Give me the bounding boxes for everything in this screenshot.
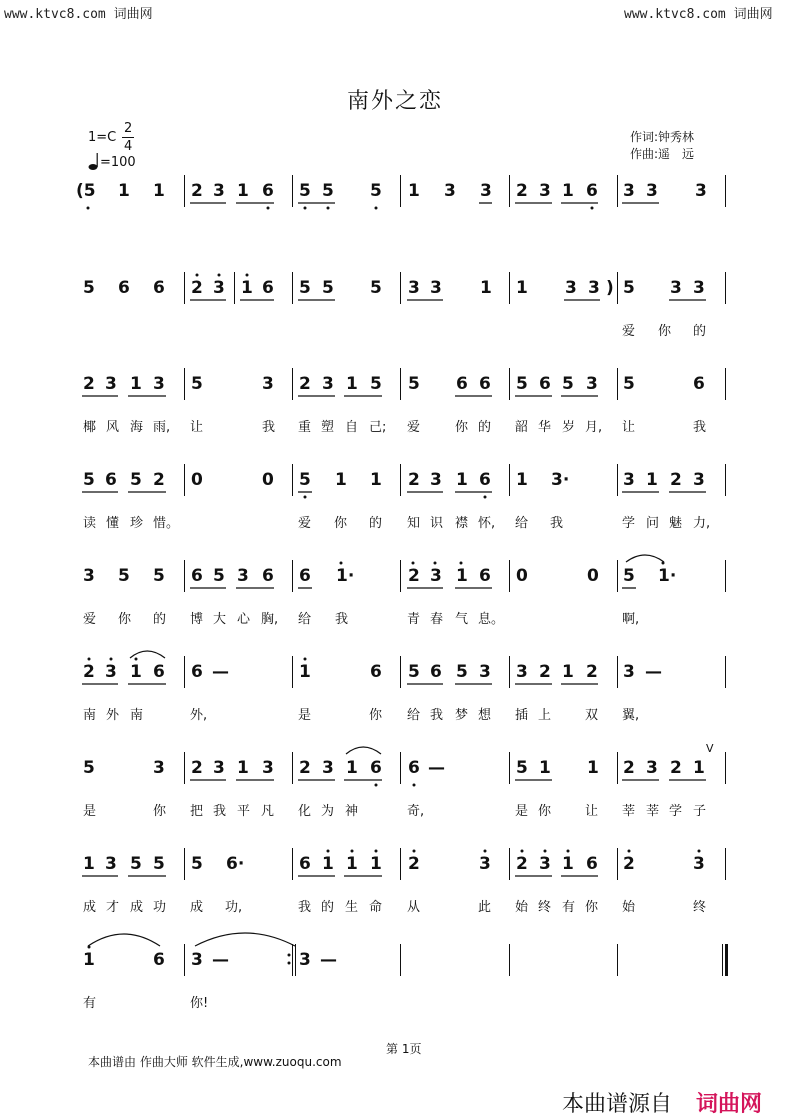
note: 1 — [456, 566, 468, 586]
note: 3 — [479, 854, 491, 874]
lyric: 南 — [130, 708, 144, 723]
note: 1 — [516, 470, 528, 490]
lyric: 你! — [190, 996, 209, 1011]
generated-by: 本曲谱由 作曲大师 软件生成,www.zuoqu.com — [88, 1055, 342, 1069]
note: 1 — [370, 854, 382, 874]
key-signature: 1=C — [88, 130, 117, 145]
note: 6 — [539, 374, 551, 394]
lyric: 爱 — [622, 324, 636, 339]
note: 5 — [83, 278, 95, 298]
note: 3 — [299, 950, 311, 970]
underlines-dots — [0, 278, 790, 318]
note: 5 — [370, 278, 382, 298]
lyric: 你 — [585, 900, 599, 915]
note: 2 — [83, 374, 95, 394]
lyric: 终 — [538, 900, 552, 915]
note: 5 — [191, 374, 203, 394]
lyric: 为 — [321, 804, 335, 819]
lyric: 襟 — [455, 516, 469, 531]
note: 1 — [118, 181, 130, 201]
note: 3 — [565, 278, 577, 298]
lyric: 成 — [83, 900, 97, 915]
lyric: 青 — [407, 612, 421, 627]
note: 3 — [262, 758, 274, 778]
note: 6 — [262, 278, 274, 298]
lyric: 塑 — [321, 420, 335, 435]
note: 5 — [83, 470, 95, 490]
note: 3 — [105, 374, 117, 394]
note: 3 — [693, 278, 705, 298]
note: 3 — [693, 470, 705, 490]
lyric: 读 — [83, 516, 97, 531]
note: 5 — [623, 278, 635, 298]
note: 2 — [586, 662, 598, 682]
lyric: 懂 — [106, 516, 120, 531]
lyric: 始 — [515, 900, 529, 915]
note: 6 — [586, 854, 598, 874]
note: 1 — [322, 854, 334, 874]
lyric: 上 — [538, 708, 552, 723]
note: 1 — [130, 662, 142, 682]
note: 5 — [213, 566, 225, 586]
note: — — [212, 662, 229, 682]
lyric: 珍 — [130, 516, 144, 531]
note: 0 — [587, 566, 599, 586]
lyric: 才 — [106, 900, 120, 915]
lyric: 我 — [213, 804, 227, 819]
note: 5 — [322, 278, 334, 298]
lyric: 我 — [430, 708, 444, 723]
lyric: 翼, — [622, 708, 640, 723]
note: 5 — [130, 470, 142, 490]
note: 6 — [479, 566, 491, 586]
lyric: 南 — [83, 708, 97, 723]
note: 1 — [693, 758, 705, 778]
watermark-left: www.ktvc8.com 词曲网 — [4, 7, 153, 22]
tempo: =100 — [100, 155, 136, 170]
lyric: 插 — [515, 708, 529, 723]
note: 2 — [299, 374, 311, 394]
lyric: 啊, — [622, 612, 640, 627]
lyric: 子 — [693, 804, 707, 819]
slurs-dots — [0, 950, 790, 990]
note: 1 — [480, 278, 492, 298]
note: 3 — [322, 758, 334, 778]
lyric: 有 — [562, 900, 576, 915]
lyric: 是 — [83, 804, 97, 819]
note: 2 — [153, 470, 165, 490]
lyric: 给 — [407, 708, 421, 723]
note: 0 — [262, 470, 274, 490]
lyric: 气 — [455, 612, 469, 627]
note: 3 — [153, 758, 165, 778]
lyric: 给 — [515, 516, 529, 531]
lyric: 我 — [550, 516, 564, 531]
lyric: 外, — [190, 708, 208, 723]
lyric: 心 — [237, 612, 251, 627]
lyric: 想 — [478, 708, 492, 723]
underlines-dots-slur — [0, 566, 790, 606]
note: 2 — [516, 854, 528, 874]
note: 3 — [430, 278, 442, 298]
note: 1 — [562, 181, 574, 201]
time-signature-bottom: 4 — [124, 139, 133, 154]
lyric: 己; — [369, 420, 387, 435]
note: 5 — [370, 181, 382, 201]
note: 6 — [586, 181, 598, 201]
note: 6 — [299, 854, 311, 874]
note: 3 — [586, 374, 598, 394]
note: 1 — [130, 374, 142, 394]
lyric: 风 — [106, 420, 120, 435]
note: 1 — [562, 854, 574, 874]
note: 6 — [191, 662, 203, 682]
note: 1 — [83, 854, 95, 874]
note: 6 — [262, 181, 274, 201]
note: 2 — [191, 278, 203, 298]
note: — — [428, 758, 445, 778]
note: 1 — [346, 374, 358, 394]
note: 6 — [693, 374, 705, 394]
note: 1 — [299, 662, 311, 682]
note: 3 — [516, 662, 528, 682]
note: 1 — [346, 758, 358, 778]
lyric: 神 — [345, 804, 359, 819]
lyric: 让 — [190, 420, 204, 435]
lyric: 博 — [190, 612, 204, 627]
note: ) — [606, 278, 614, 298]
note: 5 — [623, 374, 635, 394]
lyricist: 作词:钟秀林 — [630, 130, 695, 144]
note: 5 — [322, 181, 334, 201]
time-signature-top: 2 — [124, 121, 133, 136]
note: 6 — [370, 758, 382, 778]
note: 1 — [539, 758, 551, 778]
note: 3 — [322, 374, 334, 394]
lyric: 你 — [334, 516, 348, 531]
source-label: 本曲谱源自 — [562, 1092, 673, 1117]
lyric: 爱 — [298, 516, 312, 531]
watermark-right: www.ktvc8.com 词曲网 — [624, 7, 773, 22]
lyric: 让 — [585, 804, 599, 819]
note: 5 — [153, 566, 165, 586]
note: 3 — [695, 181, 707, 201]
note: 2 — [623, 758, 635, 778]
lyric: 雨, — [153, 420, 171, 435]
note: 3 — [83, 566, 95, 586]
note: 5 — [83, 758, 95, 778]
note: 3 — [623, 470, 635, 490]
note: 5 — [130, 854, 142, 874]
note: 3· — [551, 470, 570, 490]
lyric: 爱 — [407, 420, 421, 435]
note: 1 — [83, 950, 95, 970]
lyric: 自 — [345, 420, 359, 435]
lyric: 你 — [369, 708, 383, 723]
lyric: 你 — [455, 420, 469, 435]
note: 6 — [262, 566, 274, 586]
note: 5 — [562, 374, 574, 394]
lyric: 学 — [669, 804, 683, 819]
note: 1 — [408, 181, 420, 201]
note: 3 — [153, 374, 165, 394]
note: 1 — [456, 470, 468, 490]
note: 3 — [539, 854, 551, 874]
lyric: 双 — [585, 708, 599, 723]
lyric: 生 — [345, 900, 359, 915]
note: (5 — [76, 181, 96, 201]
note: 2 — [408, 566, 420, 586]
note: 2 — [516, 181, 528, 201]
lyric: 梦 — [455, 708, 469, 723]
note: 1 — [237, 758, 249, 778]
lyric: 爱 — [83, 612, 97, 627]
quarter-note-icon — [88, 153, 100, 175]
note: 0 — [191, 470, 203, 490]
note: 1 — [516, 278, 528, 298]
note: 1· — [336, 566, 355, 586]
note: 5 — [299, 181, 311, 201]
page-number: 第 1页 — [386, 1042, 422, 1056]
underlines-dots — [0, 470, 790, 510]
note: 0 — [516, 566, 528, 586]
note: 5 — [118, 566, 130, 586]
lyric: 我 — [298, 900, 312, 915]
note: — — [645, 662, 662, 682]
note: 2 — [408, 854, 420, 874]
lyric: 的 — [693, 324, 707, 339]
lyric: 从 — [407, 900, 421, 915]
note: 1· — [658, 566, 677, 586]
lyric: 怀, — [478, 516, 496, 531]
lyric: 力, — [693, 516, 711, 531]
note: — — [212, 950, 229, 970]
note: 2 — [623, 854, 635, 874]
lyric: 让 — [622, 420, 636, 435]
note: 1 — [241, 278, 253, 298]
note: 5 — [191, 854, 203, 874]
lyric: 魅 — [669, 516, 683, 531]
lyric: 问 — [646, 516, 660, 531]
note: 6 — [191, 566, 203, 586]
note: 5 — [299, 278, 311, 298]
lyric: 韶 — [515, 420, 529, 435]
lyric: 我 — [335, 612, 349, 627]
song-title: 南外之恋 — [346, 89, 443, 114]
lyric: 我 — [262, 420, 276, 435]
lyric: 岁 — [562, 420, 576, 435]
lyric: 春 — [430, 612, 444, 627]
lyric: 学 — [622, 516, 636, 531]
note: 6 — [153, 950, 165, 970]
lyric: 外 — [106, 708, 120, 723]
note: 2 — [539, 662, 551, 682]
lyric: 惜。 — [153, 516, 180, 531]
note: 5 — [153, 854, 165, 874]
lyric: 功 — [153, 900, 167, 915]
source-site-link[interactable]: 词曲网 — [696, 1092, 763, 1117]
underlines-dots — [0, 181, 790, 221]
note: 3 — [430, 566, 442, 586]
note: 5 — [408, 374, 420, 394]
underlines-dots — [0, 854, 790, 894]
lyric: 的 — [153, 612, 167, 627]
lyric: 成 — [190, 900, 204, 915]
note: 2 — [191, 181, 203, 201]
note: 6 — [408, 758, 420, 778]
lyric: 成 — [130, 900, 144, 915]
underlines — [0, 374, 790, 414]
note: 3 — [646, 758, 658, 778]
lyric: 你 — [658, 324, 672, 339]
note: 6 — [118, 278, 130, 298]
lyric: 此 — [478, 900, 492, 915]
lyric: 华 — [538, 420, 552, 435]
lyric: 是 — [515, 804, 529, 819]
note: 1 — [587, 758, 599, 778]
note: 3 — [213, 758, 225, 778]
note: 3 — [623, 662, 635, 682]
lyric: 我 — [693, 420, 707, 435]
note: 6· — [226, 854, 245, 874]
note: 3 — [480, 181, 492, 201]
breath-mark: V — [706, 742, 714, 755]
lyric: 有 — [83, 996, 97, 1011]
lyric: 平 — [237, 804, 251, 819]
note: 6 — [299, 566, 311, 586]
note: 6 — [153, 278, 165, 298]
note: 6 — [153, 662, 165, 682]
note: 6 — [370, 662, 382, 682]
note: 3 — [444, 181, 456, 201]
note: 5 — [408, 662, 420, 682]
note: 3 — [213, 278, 225, 298]
lyric: 奇, — [407, 804, 425, 819]
lyric: 莘 — [646, 804, 660, 819]
note: 1 — [153, 181, 165, 201]
note: 3 — [237, 566, 249, 586]
lyric: 命 — [369, 900, 383, 915]
note: 2 — [408, 470, 420, 490]
lyric: 莘 — [622, 804, 636, 819]
note: 1 — [646, 470, 658, 490]
note: 3 — [430, 470, 442, 490]
note: 3 — [670, 278, 682, 298]
lyric: 是 — [298, 708, 312, 723]
lyric: 的 — [369, 516, 383, 531]
note: 5 — [456, 662, 468, 682]
note: — — [320, 950, 337, 970]
note: 3 — [262, 374, 274, 394]
note: 2 — [83, 662, 95, 682]
note: 1 — [237, 181, 249, 201]
note: 5 — [299, 470, 311, 490]
lyric: 凡 — [261, 804, 275, 819]
lyric: 功, — [225, 900, 243, 915]
note: 3 — [588, 278, 600, 298]
underlines-dots-slur — [0, 662, 790, 702]
lyric: 终 — [693, 900, 707, 915]
note: 3 — [408, 278, 420, 298]
note: 6 — [456, 374, 468, 394]
lyric: 大 — [213, 612, 227, 627]
note: 6 — [479, 374, 491, 394]
lyric: 海 — [130, 420, 144, 435]
lyric: 的 — [321, 900, 335, 915]
lyric: 给 — [298, 612, 312, 627]
note: 1 — [335, 470, 347, 490]
note: 3 — [646, 181, 658, 201]
note: 3 — [105, 662, 117, 682]
note: 5 — [623, 566, 635, 586]
note: 2 — [191, 758, 203, 778]
lyric: 月, — [585, 420, 603, 435]
note: 3 — [105, 854, 117, 874]
lyric: 知 — [407, 516, 421, 531]
lyric: 把 — [190, 804, 204, 819]
time-signature-line — [122, 137, 134, 138]
note: 1 — [562, 662, 574, 682]
note: 6 — [479, 470, 491, 490]
note: 1 — [346, 854, 358, 874]
lyric: 重 — [298, 420, 312, 435]
note: 2 — [299, 758, 311, 778]
lyric: 化 — [298, 804, 312, 819]
lyric: 胸, — [261, 612, 279, 627]
note: 2 — [670, 470, 682, 490]
lyric: 你 — [118, 612, 132, 627]
lyric: 始 — [622, 900, 636, 915]
note: 2 — [670, 758, 682, 778]
note: 6 — [105, 470, 117, 490]
lyric: 你 — [153, 804, 167, 819]
note: 5 — [516, 374, 528, 394]
lyric: 识 — [430, 516, 444, 531]
note: 5 — [370, 374, 382, 394]
note: 3 — [693, 854, 705, 874]
lyric: 息。 — [478, 612, 505, 627]
lyric: 的 — [478, 420, 492, 435]
note: 1 — [370, 470, 382, 490]
lyric: 你 — [538, 804, 552, 819]
note: 3 — [539, 181, 551, 201]
note: 6 — [430, 662, 442, 682]
note: 5 — [516, 758, 528, 778]
note: 3 — [213, 181, 225, 201]
note: 3 — [191, 950, 203, 970]
lyric: 椰 — [83, 420, 97, 435]
composer: 作曲:遥 远 — [630, 147, 695, 161]
note: 3 — [479, 662, 491, 682]
underlines-dots-slur — [0, 758, 790, 798]
note: 3 — [623, 181, 635, 201]
